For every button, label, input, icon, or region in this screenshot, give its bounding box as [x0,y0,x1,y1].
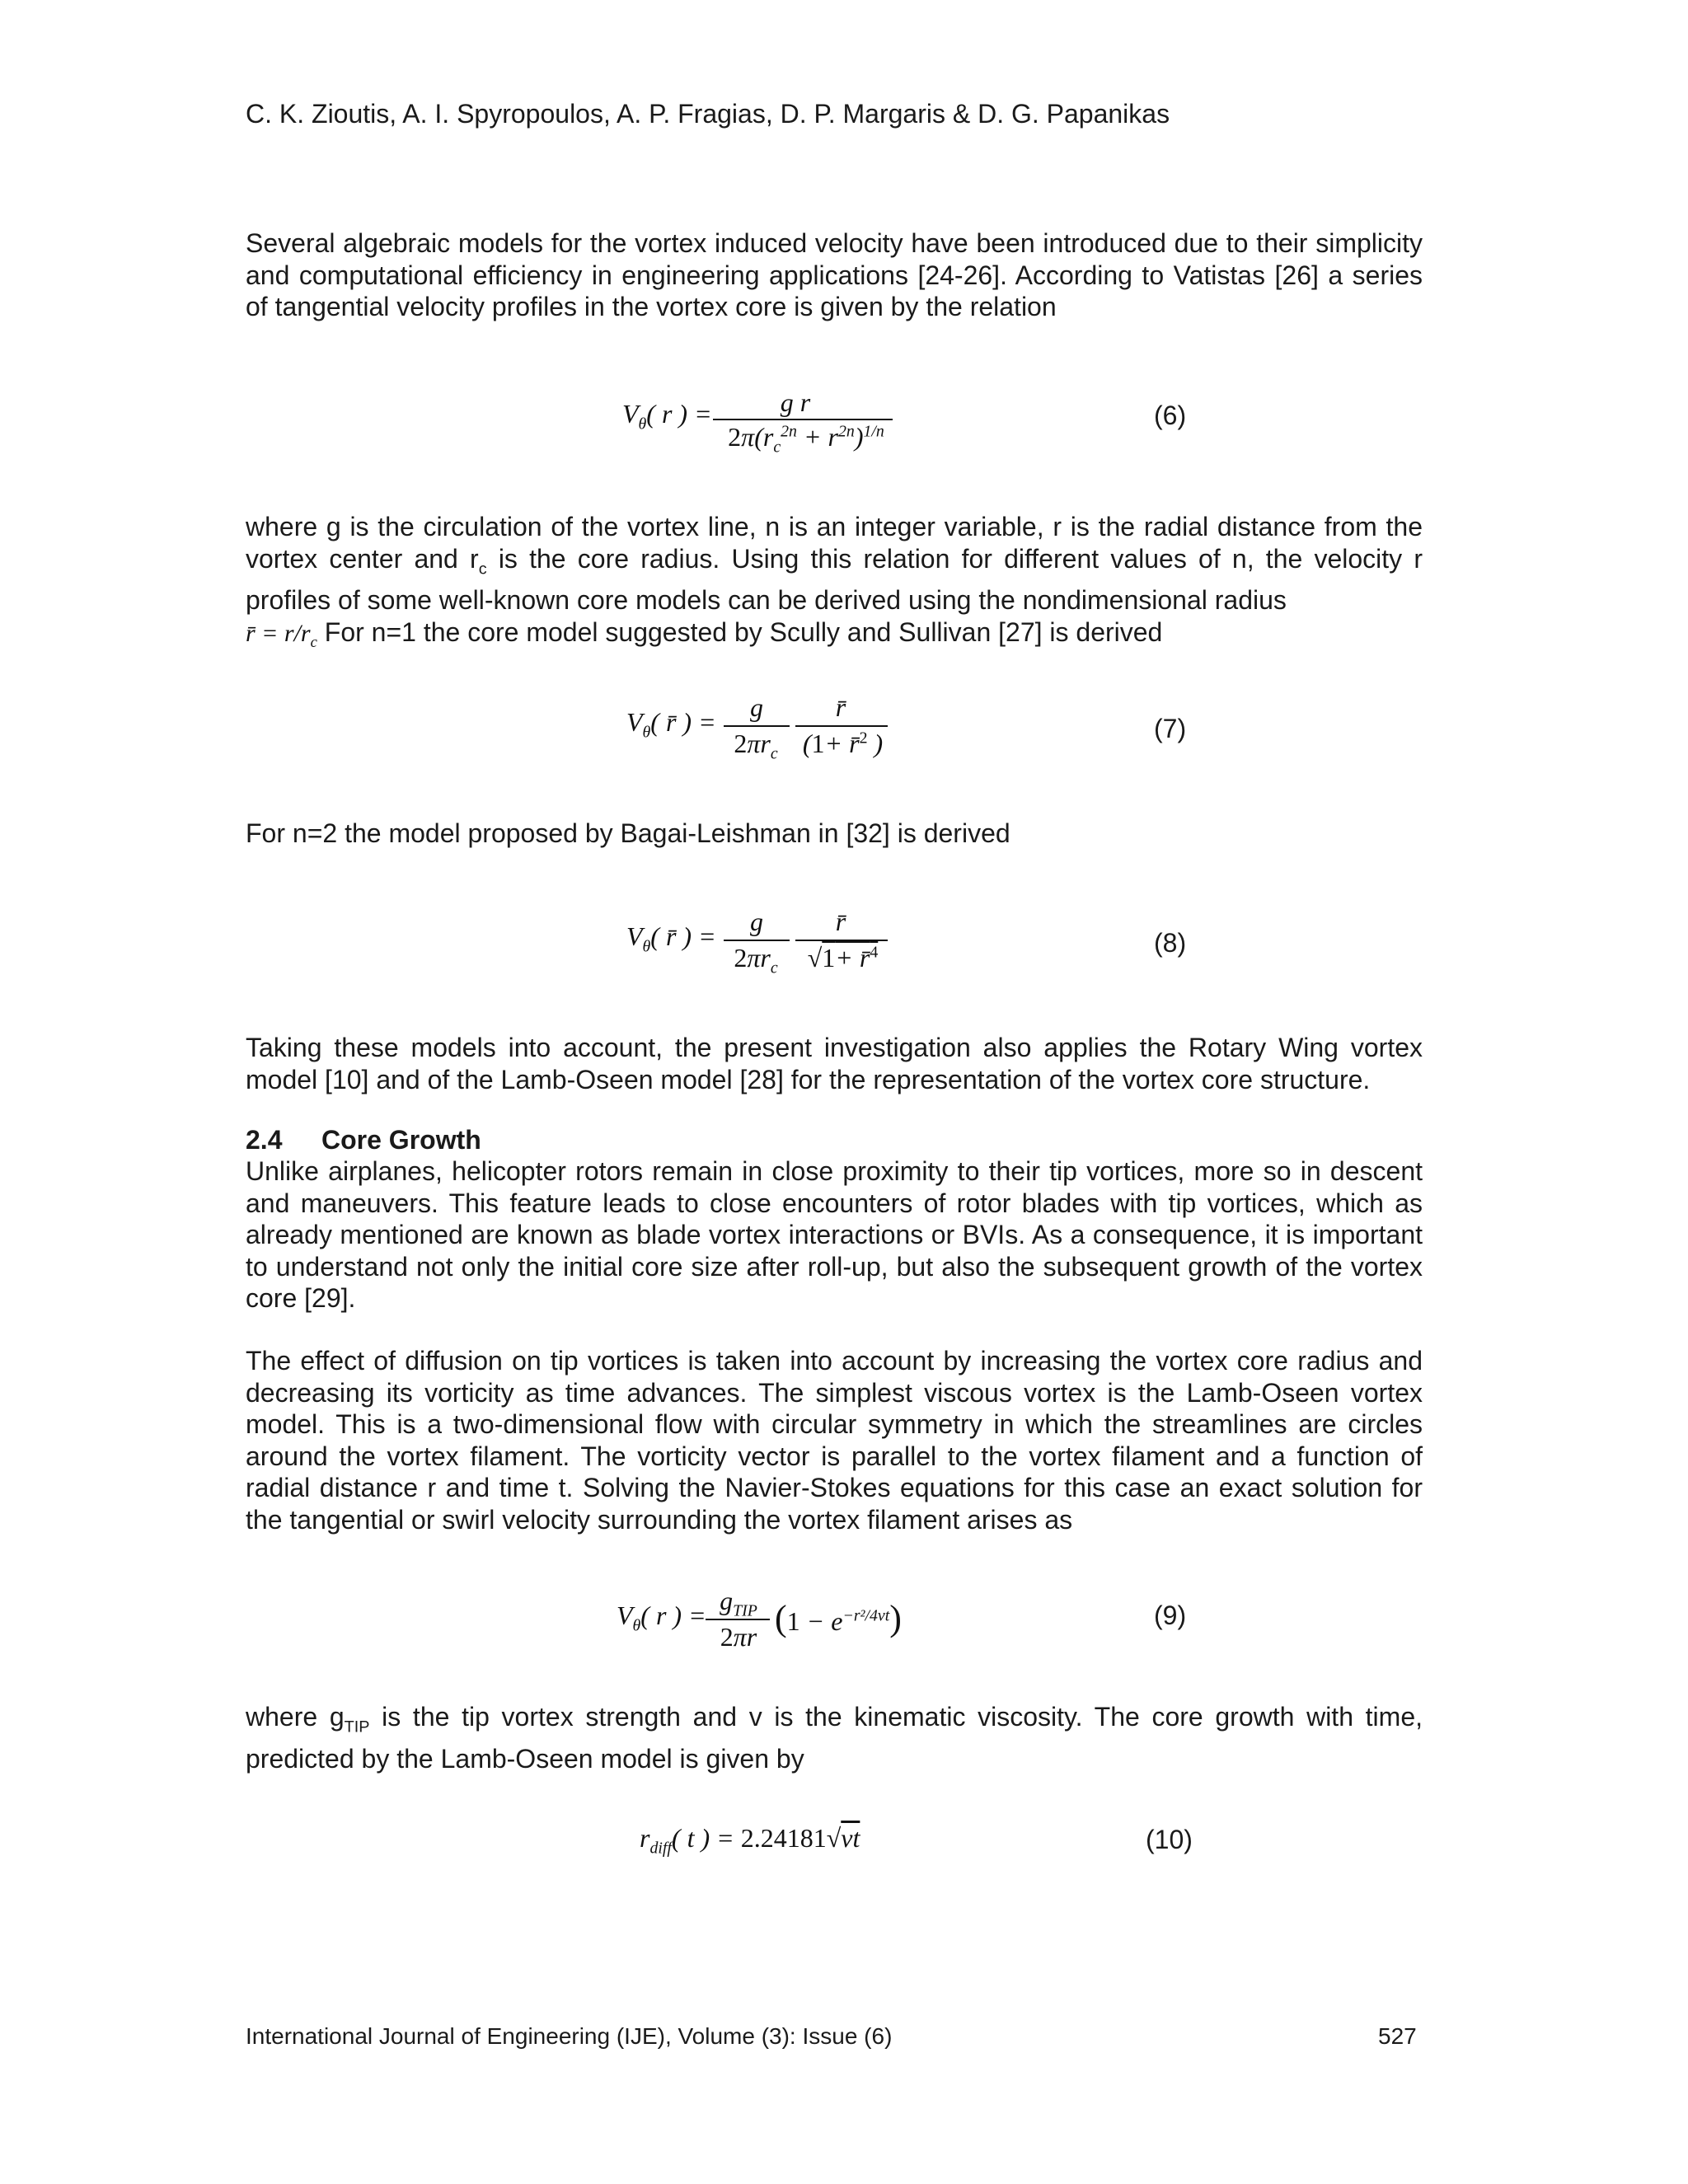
paragraph-diffusion: The effect of diffusion on tip vortices is taken into account by increasing the vortex core radius and decreasing its vorticity as time advances. The simplest viscous vortex is the Lamb-Oseen vortex model. This is a two-dimensional flow with circular symmetry in which the streamlines are circles around the vortex filament. The vorticity vector is parallel to the vortex filament and a function of radial distance r and time t. Solving the Navier-Stokes equations for this case an exact solution for the tangential or swirl velocity surrounding the vortex filament arises as [246,1346,1423,1535]
equation-8: $V_\theta$( r̄ ) = g $2\pi r_c$ r̄ √1+ r̄$^4$ [626,907,907,981]
equation-9: $V_\theta$( r ) = $g_{TIP}$ 2πr $(1 - e^{-r^2/4\nu t})$ [617,1586,902,1652]
running-header: C. K. Zioutis, A. I. Spyropoulos, A. P. Fragias, D. P. Margaris & D. G. Papanikas [246,99,1170,129]
equation-number-9: (9) [1154,1601,1187,1630]
equation-6: $V_\theta$( r ) = g r $2\pi(r_c^{2n} + r^{2n})^{1/n}$ [622,387,903,462]
section-heading: 2.4 Core Growth [246,1125,481,1155]
equation-10: $r_{diff}$( t ) = 2.24181√νt [640,1823,860,1858]
paragraph-core-growth: Unlike airplanes, helicopter rotors remain in close proximity to their tip vortices, more so in descent and maneuvers. This feature leads to close encounters of rotor blades with tip vortices, which as already mentioned are known as blade vortex interactions or BVIs. As a consequence, it is important to understand not only the initial core size after roll-up, but also the subsequent growth of the vortex core [29]. [246,1156,1423,1313]
footer-page-number: 527 [1378,2023,1417,2049]
equation-number-8: (8) [1154,928,1187,958]
paragraph-bagai: For n=2 the model proposed by Bagai-Leishman in [32] is derived [246,818,1010,848]
paragraph-intro: Several algebraic models for the vortex induced velocity have been introduced due to their simplicity and computational efficiency in engineering applications [24-26]. According to Vatistas [26] a series of tangential velocity profiles in the vortex core is given by the relation [246,228,1423,321]
paragraph-vatistas: where g is the circulation of the vortex line, n is an integer variable, r is the radial distance from the vortex center and $r_c$ is the core radius. Using this relation for different values of n, the velocity r profiles of some well-known core models can be derived using the nondimensional radius r̄ = $r/r_c$ For n=1 the core model suggested by Scully and Sullivan [27] is derived [246,512,1423,651]
nondimensional-radius-expression: r̄ = $r/r_c$ [246,619,317,651]
paragraph-models: Taking these models into account, the present investigation also applies the Rotary Wing vortex model [10] and of the Lamb-Oseen model [28] for the representation of the vortex core structure. [246,1033,1423,1094]
equation-number-10: (10) [1146,1825,1193,1854]
footer-journal: International Journal of Engineering (IJE), Volume (3): Issue (6) [246,2023,893,2049]
equation-number-6: (6) [1154,401,1187,430]
paragraph-lamb-oseen: where $g_{TIP}$ is the tip vortex strength and v is the kinematic viscosity. The core growth with time, predicted by the Lamb-Oseen model is given by [246,1702,1423,1774]
equation-7: $V_\theta$( r̄ ) = g $2\pi r_c$ r̄ (1+ r̄$^2$ ) [626,692,907,766]
equation-number-7: (7) [1154,714,1187,743]
